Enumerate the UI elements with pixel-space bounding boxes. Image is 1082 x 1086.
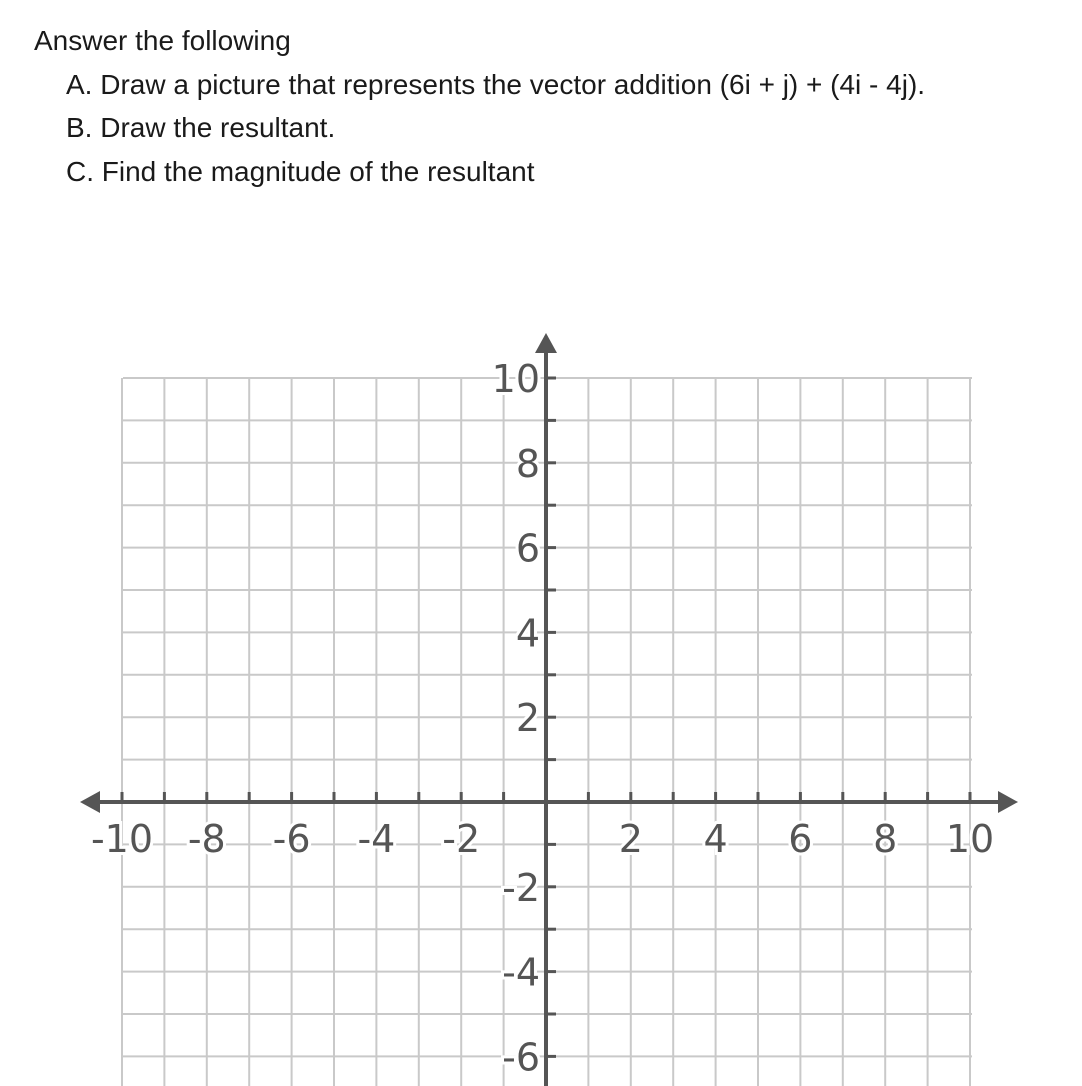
y-tick-label: 6: [515, 526, 540, 571]
question-heading: Answer the following: [34, 25, 291, 56]
x-tick-label: 4: [703, 817, 728, 861]
x-tick-label: 10: [945, 817, 995, 861]
y-tick-label: -4: [502, 950, 540, 995]
y-axis-arrow-up-icon: [535, 333, 557, 353]
x-tick-label: 2: [618, 817, 643, 861]
x-axis-arrow-left-icon: [80, 791, 100, 813]
y-tick-label: 4: [515, 611, 540, 656]
x-tick-label: -10: [90, 817, 154, 861]
x-tick-label: -8: [187, 817, 226, 861]
x-tick-label: -6: [272, 817, 311, 861]
x-tick-label: 6: [788, 817, 813, 861]
question-item-b: B. Draw the resultant.: [66, 112, 336, 143]
x-tick-label: 8: [873, 817, 898, 861]
x-tick-label: -4: [357, 817, 396, 861]
y-tick-label: 10: [491, 357, 540, 401]
x-tick-label: -2: [442, 817, 481, 861]
x-axis-arrow-right-icon: [998, 791, 1018, 813]
y-tick-label: 8: [515, 441, 540, 486]
y-tick-label: 2: [515, 696, 540, 741]
y-tick-label: -6: [502, 1035, 540, 1080]
question-item-a: A. Draw a picture that represents the vector addition (6i + j) + (4i - 4j).: [66, 69, 926, 100]
y-tick-label: -2: [502, 865, 540, 910]
question-item-c: C. Find the magnitude of the resultant: [66, 156, 535, 187]
